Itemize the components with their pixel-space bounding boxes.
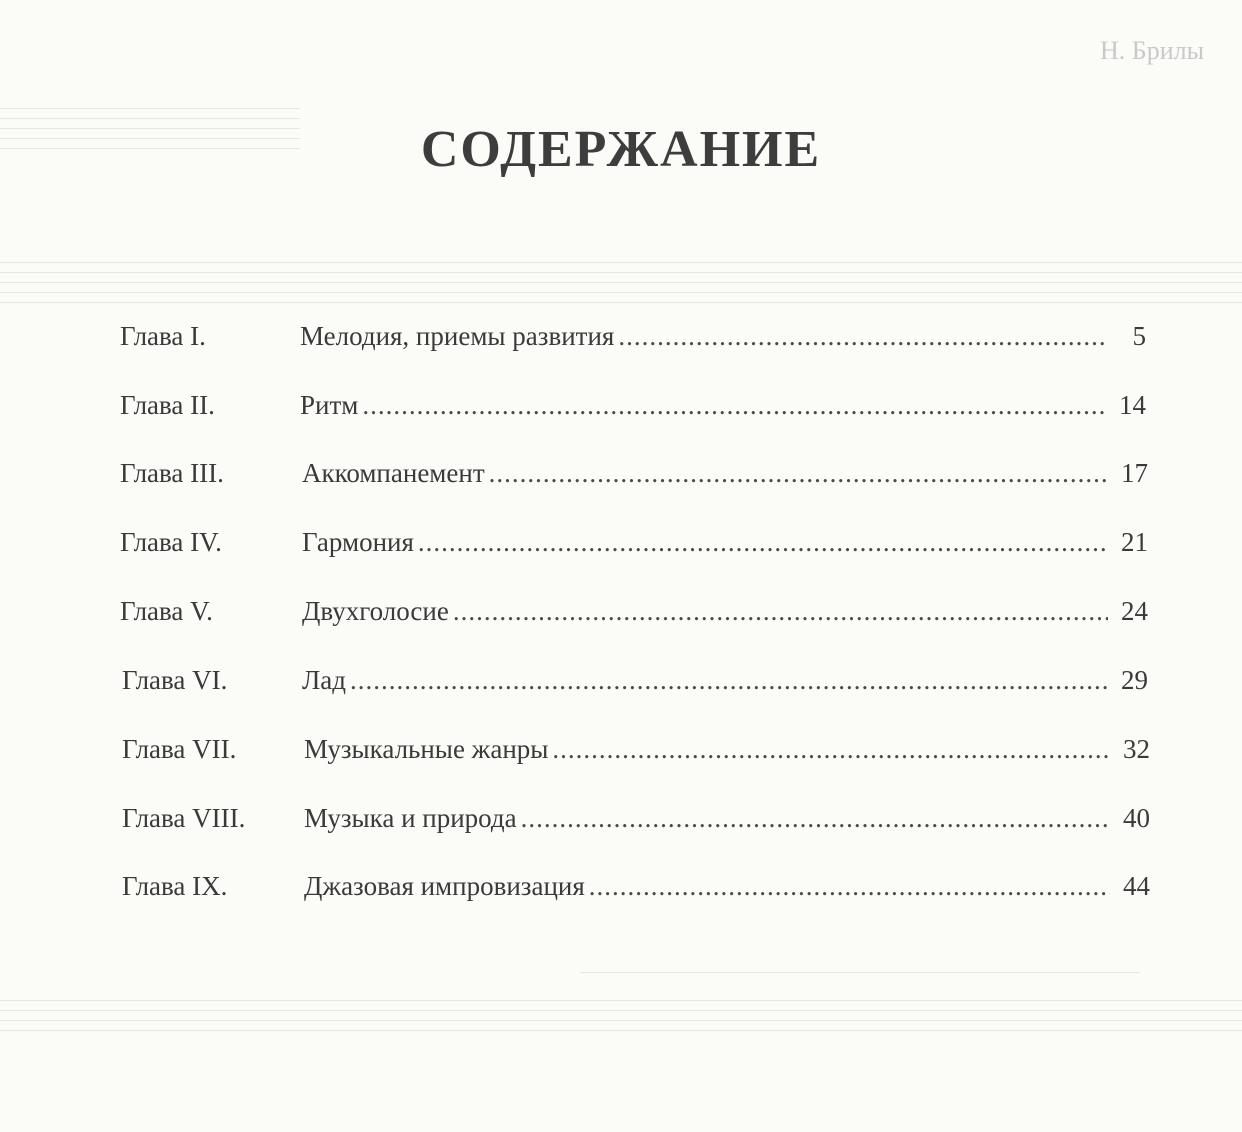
show-through-header: Н. Брилы [1100, 36, 1205, 65]
toc-entry [302, 453, 1148, 493]
toc-page-number: 17 [1121, 458, 1148, 488]
toc-title: Джазовая импровизация [304, 871, 585, 901]
toc-title: Музыкальные жанры [304, 734, 549, 764]
toc-chapter-label: Глава VIII. [122, 803, 246, 833]
toc-row [120, 591, 1148, 631]
toc-row [120, 522, 1148, 562]
toc-chapter-label: Глава IV. [120, 527, 222, 557]
toc-leader-dots [521, 798, 1110, 838]
page-title: СОДЕРЖАНИЕ [420, 121, 822, 178]
toc-entry [304, 798, 1150, 838]
toc-title: Лад [302, 665, 347, 695]
toc-title: Аккомпанемент [302, 458, 485, 488]
toc-row [120, 385, 1146, 425]
toc-row [122, 866, 1150, 906]
toc-leader-dots [552, 729, 1110, 769]
toc-title: Гармония [302, 527, 414, 557]
toc-entry [302, 660, 1148, 700]
toc-chapter-label: Глава II. [120, 390, 215, 420]
toc-leader-dots [589, 866, 1110, 906]
toc-page-number: 5 [1132, 321, 1146, 351]
toc-entry [304, 729, 1150, 769]
toc-page-number: 29 [1121, 665, 1148, 695]
toc-row [120, 453, 1148, 493]
toc-entry [302, 522, 1148, 562]
toc-page-number: 24 [1121, 596, 1148, 626]
toc-title: Мелодия, приемы развития [300, 321, 615, 351]
toc-page-number: 32 [1123, 734, 1150, 764]
toc-entry [302, 591, 1148, 631]
toc-page-number: 40 [1123, 803, 1150, 833]
toc-row [122, 660, 1148, 700]
toc-leader-dots [418, 522, 1108, 562]
toc-title: Музыка и природа [304, 803, 517, 833]
toc-chapter-label: Глава V. [120, 596, 213, 626]
toc-title: Двухголосие [302, 596, 449, 626]
toc-title: Ритм [300, 390, 359, 420]
toc-leader-dots [453, 591, 1108, 631]
toc-page-number: 14 [1119, 390, 1146, 420]
toc-row [120, 316, 1146, 356]
toc-entry [300, 316, 1146, 356]
toc-chapter-label: Глава VI. [122, 665, 228, 695]
toc-leader-dots [489, 453, 1108, 493]
toc-chapter-label: Глава III. [120, 458, 224, 488]
toc-chapter-label: Глава I. [120, 321, 206, 351]
toc-chapter-label: Глава VII. [122, 734, 237, 764]
toc-row [122, 729, 1150, 769]
toc-leader-dots [362, 385, 1106, 425]
toc-entry [304, 866, 1150, 906]
toc-entry [300, 385, 1146, 425]
toc-chapter-label: Глава IX. [122, 871, 228, 901]
toc-row [122, 798, 1150, 838]
toc-page-number: 21 [1121, 527, 1148, 557]
toc-leader-dots [618, 316, 1106, 356]
toc-leader-dots [350, 660, 1108, 700]
toc-page-number: 44 [1123, 871, 1150, 901]
